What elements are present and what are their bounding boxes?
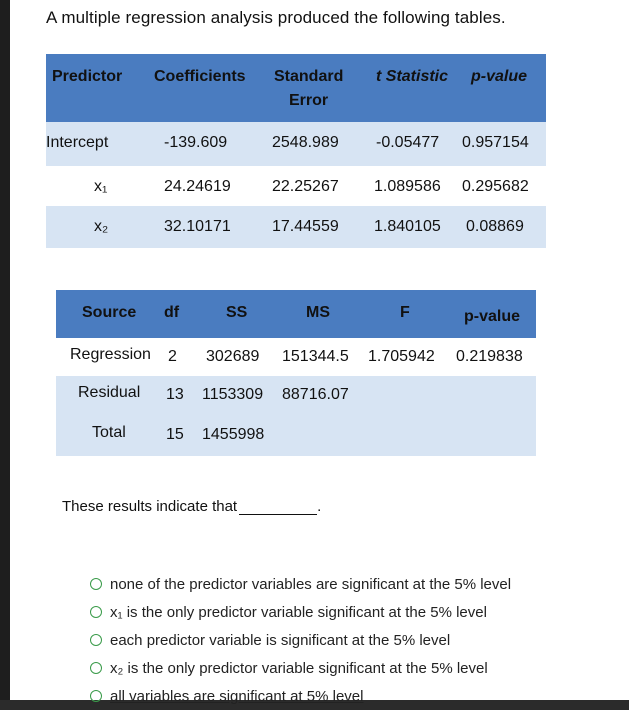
cell-std-error: 17.44559 bbox=[272, 218, 339, 235]
table-row bbox=[56, 416, 536, 456]
option-label: each predictor variable is significant at the 5% level bbox=[110, 631, 451, 649]
cell-df: 13 bbox=[166, 386, 184, 403]
header-p-value: p-value bbox=[464, 308, 521, 325]
conclusion-prefix: These results indicate that bbox=[62, 498, 238, 515]
cell-source: Regression bbox=[70, 346, 151, 363]
header-ss: SS bbox=[226, 304, 248, 321]
cell-f: 1.705942 bbox=[368, 348, 435, 365]
option-all-significant[interactable] bbox=[90, 682, 511, 710]
header-predictor: Predictor bbox=[52, 68, 123, 85]
cell-predictor: x₁ bbox=[94, 178, 108, 195]
option-label: none of the predictor variables are significant at the 5% level bbox=[110, 575, 512, 593]
cell-t-stat: -0.05477 bbox=[376, 134, 440, 151]
option-label: x₁ is the only predictor variable significant at the 5% level bbox=[110, 603, 487, 621]
cell-p-value: 0.957154 bbox=[462, 134, 529, 151]
header-p-value: p-value bbox=[471, 68, 528, 85]
header-df: df bbox=[164, 304, 180, 321]
cell-t-stat: 1.840105 bbox=[374, 218, 441, 235]
answer-blank bbox=[239, 514, 317, 515]
cell-coefficient: 32.10171 bbox=[164, 218, 231, 235]
table-row bbox=[56, 376, 536, 416]
radio-button-icon[interactable] bbox=[90, 606, 102, 618]
cell-df: 15 bbox=[166, 426, 184, 443]
header-ms: MS bbox=[306, 304, 330, 321]
option-x2-only[interactable] bbox=[90, 654, 511, 682]
cell-p-value: 0.08869 bbox=[466, 218, 524, 235]
radio-button-icon[interactable] bbox=[90, 578, 102, 590]
cell-ss: 1455998 bbox=[202, 426, 265, 443]
cell-source: Total bbox=[92, 424, 126, 441]
radio-button-icon[interactable] bbox=[90, 662, 102, 674]
conclusion-prompt bbox=[62, 498, 321, 515]
conclusion-suffix: . bbox=[317, 498, 322, 515]
coefficients-table-header bbox=[46, 54, 546, 122]
anova-table bbox=[56, 290, 536, 456]
cell-predictor: Intercept bbox=[46, 134, 109, 151]
cell-ss: 302689 bbox=[206, 348, 260, 365]
option-none-significant[interactable] bbox=[90, 570, 511, 598]
option-x1-only[interactable] bbox=[90, 598, 511, 626]
cell-ms: 88716.07 bbox=[282, 386, 349, 403]
cell-std-error: 22.25267 bbox=[272, 178, 339, 195]
header-f: F bbox=[400, 304, 410, 321]
option-label: x₂ is the only predictor variable significant at the 5% level bbox=[110, 659, 488, 677]
answer-options bbox=[90, 570, 511, 710]
radio-button-icon[interactable] bbox=[90, 690, 102, 702]
header-error: Error bbox=[289, 92, 329, 109]
option-label: all variables are significant at 5% level bbox=[110, 687, 364, 705]
cell-coefficient: 24.24619 bbox=[164, 178, 231, 195]
anova-table-header bbox=[56, 290, 536, 338]
header-t-statistic: t Statistic bbox=[376, 68, 449, 85]
table-row bbox=[56, 338, 536, 376]
option-each-significant[interactable] bbox=[90, 626, 511, 654]
cell-t-stat: 1.089586 bbox=[374, 178, 441, 195]
cell-p-value: 0.219838 bbox=[456, 348, 523, 365]
table-row bbox=[46, 122, 546, 166]
coefficients-table bbox=[46, 54, 546, 248]
header-standard: Standard bbox=[274, 68, 344, 85]
question-title: A multiple regression analysis produced the following tables. bbox=[46, 8, 506, 27]
cell-std-error: 2548.989 bbox=[272, 134, 339, 151]
cell-ms: 151344.5 bbox=[282, 348, 349, 365]
cell-p-value: 0.295682 bbox=[462, 178, 529, 195]
radio-button-icon[interactable] bbox=[90, 634, 102, 646]
header-source: Source bbox=[82, 304, 137, 321]
cell-coefficient: -139.609 bbox=[164, 134, 228, 151]
table-row bbox=[46, 166, 546, 206]
cell-predictor: x₂ bbox=[94, 218, 109, 235]
cell-ss: 1153309 bbox=[202, 386, 264, 403]
cell-source: Residual bbox=[78, 384, 141, 401]
cell-df: 2 bbox=[168, 348, 177, 365]
table-row bbox=[46, 206, 546, 248]
header-coefficients: Coefficients bbox=[154, 68, 246, 85]
